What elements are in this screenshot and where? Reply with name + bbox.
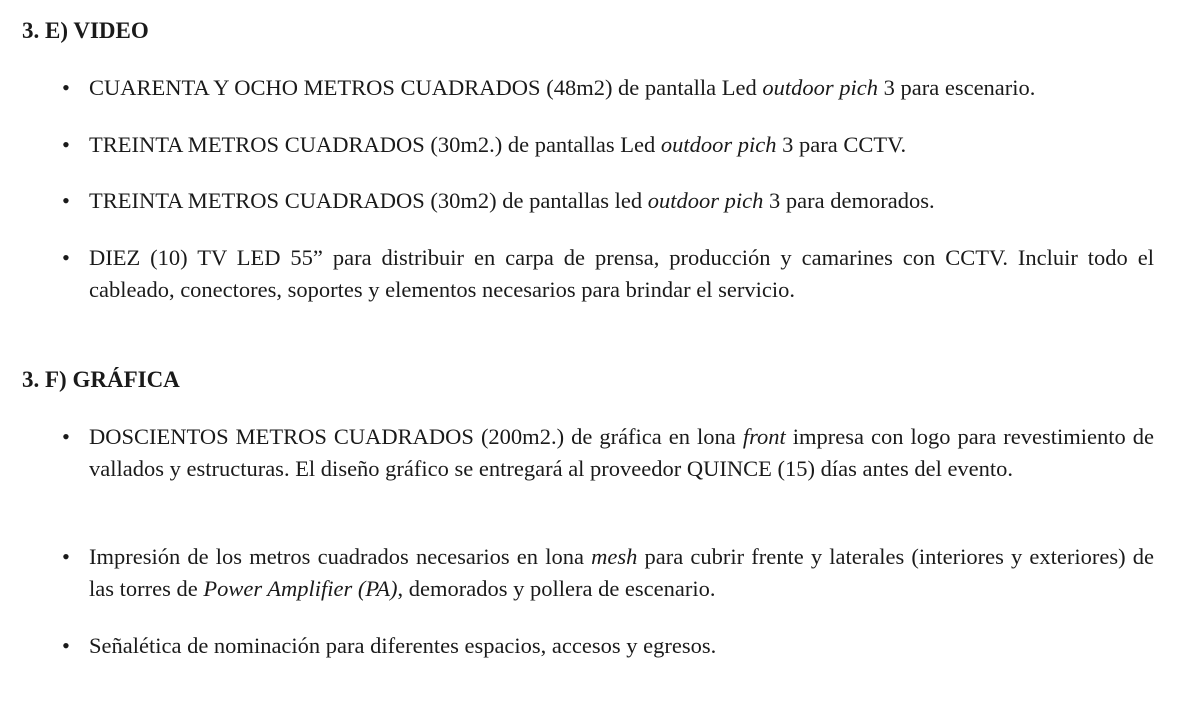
- bullet-icon: •: [62, 633, 70, 658]
- list-item: [62, 129, 1154, 161]
- bullet-icon: •: [62, 245, 70, 270]
- item-text: Impresión de los metros cuadrados necesarios en lona mesh para cubrir frente y laterales (interiores y exteriores) de las torres de Power Amplifier (PA), demorados y pollera de escenario.: [89, 544, 1154, 601]
- list-item: [62, 242, 1154, 306]
- list-item: [62, 630, 1154, 662]
- list-item: [62, 185, 1154, 217]
- item-text: Señalética de nominación para diferentes espacios, accesos y egresos.: [89, 633, 717, 658]
- bullet-icon: •: [62, 132, 70, 157]
- bullet-icon: •: [62, 544, 70, 569]
- list-item: [62, 72, 1154, 104]
- item-text: DIEZ (10) TV LED 55” para distribuir en carpa de prensa, producción y camarines con CCTV. Incluir todo el cableado, conectores, soportes y elementos necesarios para brindar el servicio.: [89, 245, 1154, 302]
- bullet-icon: •: [62, 424, 70, 449]
- section-heading-grafica: 3. F) GRÁFICA: [22, 367, 180, 392]
- item-text: TREINTA METROS CUADRADOS (30m2) de pantallas led outdoor pich 3 para demorados.: [89, 188, 935, 213]
- item-text: DOSCIENTOS METROS CUADRADOS (200m2.) de gráfica en lona front impresa con logo para revestimiento de vallados y estructuras. El diseño gráfico se entregará al proveedor QUINCE (15) días antes del evento.: [89, 424, 1154, 481]
- list-item: [62, 421, 1154, 485]
- list-item: [62, 541, 1154, 605]
- bullet-icon: •: [62, 75, 70, 100]
- item-text: CUARENTA Y OCHO METROS CUADRADOS (48m2) de pantalla Led outdoor pich 3 para escenario.: [89, 75, 1036, 100]
- bullet-icon: •: [62, 188, 70, 213]
- section-heading-video: 3. E) VIDEO: [22, 18, 149, 43]
- item-text: TREINTA METROS CUADRADOS (30m2.) de pantallas Led outdoor pich 3 para CCTV.: [89, 132, 907, 157]
